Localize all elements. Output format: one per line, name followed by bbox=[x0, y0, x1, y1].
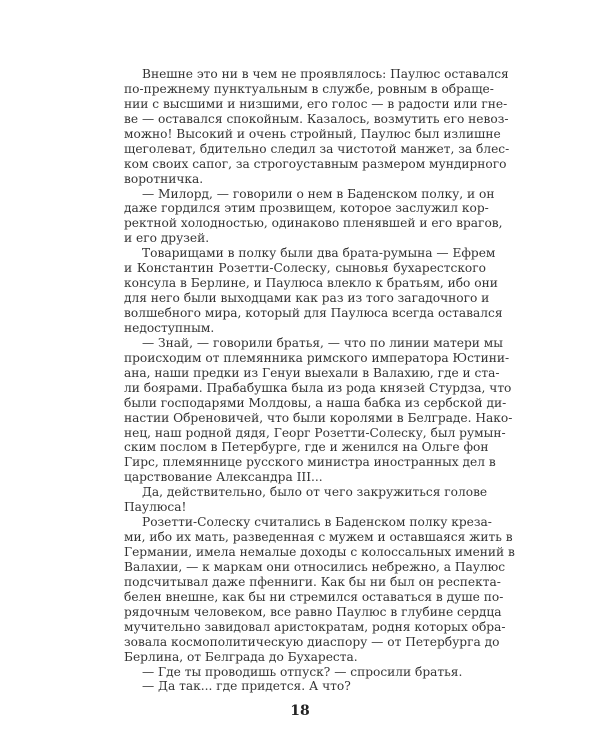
text-line: настии Обреновичей, что были королями в Белграде. Нако- bbox=[124, 410, 513, 425]
text-line: можно! Высокий и очень стройный, Паулюс был излишне bbox=[124, 126, 501, 141]
text-line: по-прежнему пунктуальным в службе, ровным в обраще- bbox=[124, 81, 494, 96]
text-line: происходим от племянника римского императора Юстини- bbox=[124, 350, 510, 365]
text-line: нец, наш родной дядя, Георг Розетти-Солеску, был румын- bbox=[124, 425, 506, 440]
text-line: даже гордился этим прозвищем, которое заслужил кор- bbox=[124, 201, 489, 216]
text-line: Внешне это ни в чем не проявлялось: Паулюс оставался bbox=[142, 67, 509, 81]
text-line: царствование Александра III... bbox=[124, 470, 323, 485]
text-line: ана, наши предки из Генуи выехали в Валахию, где и ста- bbox=[124, 365, 500, 380]
text-line: и его друзей. bbox=[124, 231, 210, 246]
text-line: Да, действительно, было от чего закружиться голове bbox=[142, 485, 488, 500]
text-line: подсчитывал даже пфенниги. Как бы ни был он респекта- bbox=[124, 574, 501, 589]
text-line: для него были выходцами как раз из того загадочного и bbox=[124, 291, 490, 306]
text-line: щеголеват, бдительно следил за чистотой манжет, за блес- bbox=[124, 141, 510, 156]
text-line: Германии, имела немалые доходы с колоссальных имений в bbox=[124, 545, 515, 559]
text-line: Розетти-Солеску считались в Баденском полку креза- bbox=[142, 515, 492, 530]
text-line: ком своих сапог, за строгоуставным размером мундирного bbox=[124, 156, 507, 171]
text-line: зовала космополитическую диаспору — от Петербурга до bbox=[124, 634, 500, 649]
text-line: ве — оставался спокойным. Казалось, возмутить его невоз- bbox=[124, 111, 509, 126]
text-line: недоступным. bbox=[124, 320, 215, 335]
page-number: 18 bbox=[290, 703, 310, 719]
text-line: рядочным человеком, все равно Паулюс в глубине сердца bbox=[124, 604, 502, 619]
text-line: — Где ты проводишь отпуск? — спросили братья. bbox=[142, 664, 463, 679]
text-line: Берлина, от Белграда до Бухареста. bbox=[124, 649, 358, 664]
text-line: мучительно завидовал аристократам, родня которых обра- bbox=[124, 619, 506, 634]
text-line: ми, ибо их мать, разведенная с мужем и оставшаяся жить в bbox=[124, 530, 513, 545]
text-line: консула в Берлине, и Паулюса влекло к братьям, ибо они bbox=[124, 276, 498, 291]
text-line: — Милорд, — говорили о нем в Баденском полку, и он bbox=[142, 186, 495, 201]
text-line: ли боярами. Прабабушка была из рода князей Стурдза, что bbox=[124, 380, 512, 395]
text-line: Гирс, племяннице русского министра иностранных дел в bbox=[124, 455, 496, 470]
text-line: ректной холодностью, одинаково пленявшей и его врагов, bbox=[124, 216, 503, 231]
text-line: — Знай, — говорили братья, — что по линии матери мы bbox=[142, 335, 503, 350]
body-text bbox=[124, 67, 515, 694]
text-line: Товарищами в полку были два брата-румына — Ефрем bbox=[142, 246, 496, 261]
text-line: белен внешне, как бы ни стремился оставаться в душе по- bbox=[124, 589, 504, 604]
text-line: ским послом в Петербурге, где и женился на Ольге фон bbox=[124, 440, 489, 455]
text-line: волшебного мира, который для Паулюса всегда оставался bbox=[124, 306, 503, 320]
text-line: Валахии, — к маркам они относились небрежно, а Паулюс bbox=[124, 559, 506, 574]
text-line: — Да так... где придется. А что? bbox=[142, 679, 351, 694]
text-line: нии с высшими и низшими, его голос — в радости или гне- bbox=[124, 96, 508, 111]
text-line: воротничка. bbox=[124, 171, 204, 186]
text-line: были господарями Молдовы, а наша бабка из сербской ди- bbox=[124, 395, 507, 410]
text-line: и Константин Розетти-Солеску, сыновья бухарестского bbox=[124, 261, 486, 276]
text-line: Паулюса! bbox=[124, 500, 187, 515]
